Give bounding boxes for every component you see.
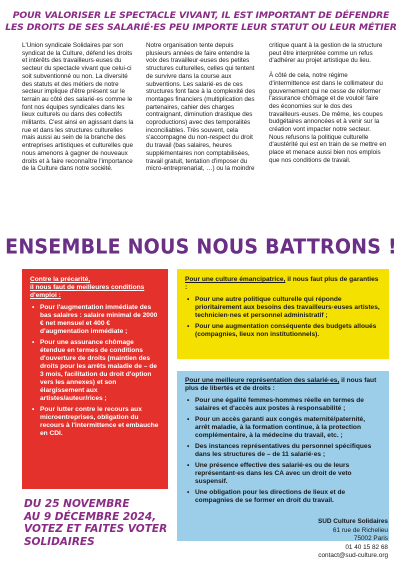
- list-item: • Pour lutter contre le recours aux microentreprises, obligation du recours à l'intermittence et embauche en CDI.: [30, 406, 160, 438]
- vote-line-1: DU 25 NOVEMBRE: [24, 498, 130, 510]
- list-item: • Pour l'augmentation immédiate des bas salaires : salaire minimal de 2000 € net mensuel et 400 € d'augmentation immédiate ;: [30, 304, 160, 336]
- vote-call: [24, 498, 184, 548]
- precarity-lead-title: Contre la précarité,: [30, 276, 91, 283]
- vote-line-2: AU 9 DÉCEMBRE 2024,: [24, 510, 157, 523]
- vote-line-4: SOLIDAIRES: [24, 535, 95, 548]
- list-item: • Une obligation pour les directions de lieux et de compagnies de se former en droit du travail.: [185, 489, 381, 505]
- list-item: • Pour une égalité femmes-hommes réelle en termes de salaires et d'accès aux postes à responsabilité ;: [185, 397, 381, 413]
- contact-street: 61 rue de Richelieu: [332, 526, 388, 534]
- culture-lead-sub: il nous faut plus de garanties :: [185, 276, 379, 291]
- culture-list: [185, 296, 381, 339]
- list-item: • Pour une autre politique culturelle qui réponde prioritairement aux besoins des travailleurs·euses artistes, technicien·nes et personnel administratif ;: [185, 296, 381, 320]
- precarity-lead: [30, 276, 160, 300]
- representation-list: [185, 397, 381, 505]
- intro-paragraph: L'Union syndicale Solidaires par son syndicat de la Culture, défend les droits et intérêts des travailleurs·euses du secteur du spectacle vivant que celui-ci soit subventionné ou non. La diversité des statuts et des métiers de notre secteur implique d'être présent sur le terrain au côté des salarié·es comme le font nos équipes syndicales dans les lieux culturels ou dans des collectifs militants. C'est ainsi en agissant dans la rue et dans les structures culturelles mais aussi au sein de la branche des entreprises artistiques et culturelles que nous amenons à gagner de nouveaux droits et à faire reconnaître l'importance de la Culture dans notre société.: [22, 42, 134, 173]
- representation-lead-sub: il nous faut plus de libertés et de droits :: [185, 377, 377, 392]
- contact-city: 75002 Paris: [353, 535, 388, 543]
- representation-lead: [185, 377, 381, 393]
- culture-lead: [185, 276, 381, 292]
- list-item: • Pour une assurance chômage étendue en termes de conditions d'ouverture de droits (maintien des droits pour les arrêts maladie de – de 3 mois, facilitation du droit d'option vers les annexes) et son élargissement aux artistes/auteur/rices ;: [30, 339, 160, 403]
- list-item: • Pour un accès garanti aux congés maternité/paternité, arrêt maladie, à la formation continue, à la protection complémentaire, à la médecine du travail, etc. ;: [185, 416, 381, 440]
- list-item: • Pour une augmentation conséquente des budgets alloués (compagnies, lieux non institutionnels).: [185, 323, 381, 339]
- precarity-box: [22, 269, 168, 489]
- intro-paragraph: critique quant à la gestion de la structure peut être interprétée comme un refus d'adhérer au projet artistique du lieu.: [269, 42, 383, 65]
- intro-paragraph: Notre organisation tente depuis plusieurs années de faire entendre la voix des travailleur·euses des petites structures culturelles, celles qui tentent de survivre dans la course aux subventions. Les salarié·es de ces structures font face à la complexité des montages financiers (multiplication des partenaires, cahier des charges contraignant, diminution drastique des coproductions) avec des temporalités inconciliables. Très souvent, cela s'accompagne du non-respect du droit du travail (bas salaires, heures supplémentaires non comptabilisées, travail gratuit, tentation d'imposer du micro-entreprenariat, …) ou la moindre: [146, 42, 256, 173]
- intro-columns: [22, 42, 388, 242]
- intro-column-2: [146, 42, 258, 180]
- slogan: ENSEMBLE NOUS NOUS BATTRONS !: [5, 235, 397, 259]
- precarity-lead-sub: il nous faut de meilleures conditions d'emploi :: [30, 284, 145, 299]
- heading-line-1: POUR VALORISER LE SPECTACLE VIVANT, IL EST IMPORTANT DE DÉFENDRE: [12, 10, 390, 21]
- culture-lead-title: Pour une culture émancipatrice,: [185, 276, 286, 283]
- intro-column-1: [22, 42, 134, 180]
- vote-line-3: VOTEZ ET FAITES VOTER: [24, 523, 168, 535]
- list-item: • Des instances représentatives du personnel spécifiques dans les structures de – de 11 salarié·es ;: [185, 443, 381, 459]
- heading-line-2: LES DROITS DE SES SALARIÉ·ES PEU IMPORTE LEUR STATUT OU LEUR MÉTIER: [5, 22, 397, 33]
- intro-paragraph: À côté de cela, notre régime d'intermittence est dans le collimateur du gouvernement qui ne cesse de réformer l'assurance chômage et de vouloir faire des économies sur le dos des travailleurs·euses. De même, les coupes budgétaires annoncées et à venir sur la création vont impacter notre secteur. Nous refusons la politique culturelle d'austérité qui est en train de se mettre en place et menace aussi bien nos emplois que nos conditions de travail.: [269, 72, 387, 164]
- contact-org: SUD Culture Solidaires: [318, 518, 388, 525]
- contact-block: [258, 518, 388, 561]
- intro-column-3: [269, 42, 387, 172]
- culture-box: [177, 269, 389, 359]
- representation-lead-title: Pour une meilleure représentation des salarié·es,: [185, 377, 340, 384]
- representation-box: [177, 371, 389, 541]
- precarity-list: [30, 304, 160, 438]
- list-item: • Une présence effective des salarié·es ou de leurs représentant·es dans les CA avec un droit de veto suspensif.: [185, 462, 381, 486]
- contact-phone: 01 40 15 82 68: [345, 543, 388, 551]
- contact-email[interactable]: contact@sud-culture.org: [318, 552, 388, 560]
- page-heading: [0, 10, 402, 34]
